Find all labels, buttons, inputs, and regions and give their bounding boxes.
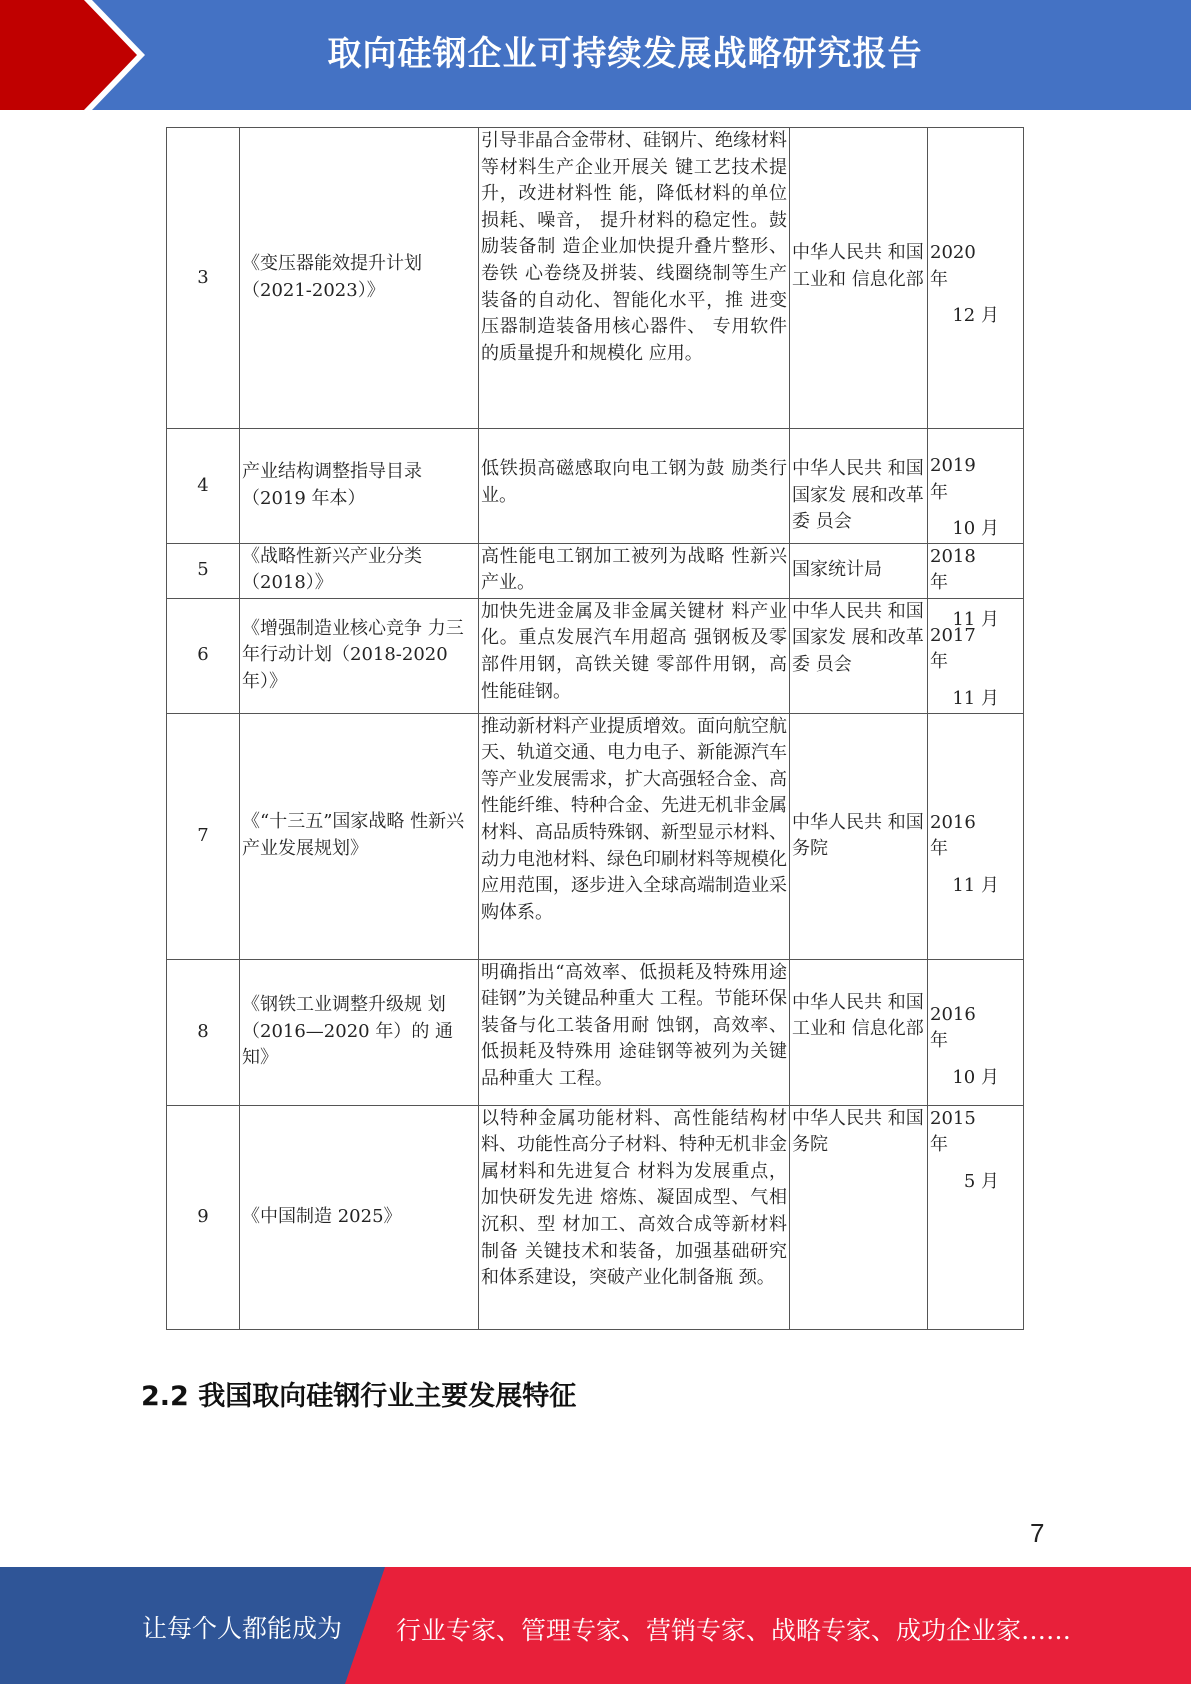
- issue-month: 10 月: [952, 1066, 999, 1088]
- table-row: [167, 598, 1024, 713]
- footer-slogan-right: 行业专家、管理专家、营销专家、战略专家、成功企业家……: [396, 1616, 1072, 1645]
- policy-name: 《中国制造 2025》: [240, 1105, 479, 1329]
- table-row: [167, 543, 1024, 598]
- page-footer: [0, 1567, 1191, 1684]
- policy-description: 以特种金属功能材料、高性能结构材料、功能性高分子材料、特种无机非金属材料和先进复合 材料为发展重点，加快研发先进 熔炼、凝固成型、气相沉积、型 材加工、高效合成等新材料制备 关键技术和装备，加强基础研究 和体系建设，突破产业化制备瓶 颈。: [479, 1105, 790, 1329]
- issue-month: 10 月: [952, 518, 999, 540]
- issue-month: 11 月: [952, 874, 999, 896]
- policy-name: 产业结构调整指导目录（2019 年本）: [240, 429, 479, 544]
- issuing-body: 中华人民共 和国国家发 展和改革委 员会: [790, 429, 928, 544]
- row-number: 9: [167, 1105, 240, 1329]
- row-number: 8: [167, 959, 240, 1105]
- issue-month: 12 月: [952, 305, 999, 327]
- policy-name: [240, 543, 479, 598]
- row-number: 6: [167, 598, 240, 713]
- issue-date: [928, 959, 1024, 1105]
- policy-description-text: 高性能电工钢加工被列为战略 性新兴产业。: [481, 545, 787, 594]
- table-row: [167, 713, 1024, 959]
- section-heading: 2.2 我国取向硅钢行业主要发展特征: [141, 1381, 577, 1412]
- row-number: 7: [167, 713, 240, 959]
- policy-description-text: 明确指出“高效率、低损耗及特殊用途硅钢”为关键品种重大 工程。节能环保装备与化工装备用耐 蚀钢，高效率、低损耗及特殊用 途硅钢等被列为关键品种重大 工程。: [481, 961, 787, 1089]
- policy-name: 《增强制造业核心竞争 力三年行动计划（2018-2020 年）》: [240, 598, 479, 713]
- issue-month: 11 月: [952, 608, 999, 630]
- issuing-body: 国家统计局: [790, 543, 928, 598]
- issue-year: 2020 年: [930, 242, 976, 290]
- issue-date: [928, 128, 1024, 429]
- page-number: 7: [1030, 1518, 1045, 1548]
- policy-description: [479, 543, 790, 598]
- row-number: 5: [167, 543, 240, 598]
- row-number: 4: [167, 429, 240, 544]
- table-row: [167, 128, 1024, 429]
- issue-year: 2016 年: [930, 811, 976, 860]
- header-red-chevron-icon: [0, 0, 150, 110]
- footer-slogan-left: 让每个人都能成为: [142, 1614, 343, 1643]
- policy-description: [479, 959, 790, 1105]
- page-header: [0, 0, 1191, 110]
- issue-year: 2019 年: [930, 455, 976, 503]
- issuing-body: 中华人民共 和国国家发 展和改革委 员会: [790, 598, 928, 713]
- issue-year: 2018 年: [930, 545, 976, 594]
- policy-name: 《钢铁工业调整升级规 划（2016—2020 年）的 通知》: [240, 959, 479, 1105]
- issue-month: 5 月: [963, 1170, 999, 1192]
- table-row: [167, 959, 1024, 1105]
- issue-year: 2016 年: [930, 1003, 976, 1052]
- issue-date: [928, 543, 1024, 630]
- table-row: [167, 1105, 1024, 1329]
- policy-description: 推动新材料产业提质增效。面向航空航天、轨道交通、电力电子、新能源汽车等产业发展需求，扩大高强轻合金、高性能纤维、特种合金、先进无机非金属材料、高品质特殊钢、新型显示材料、动力电池材料、绿色印刷材料等规模化应用范围，逐步进入全球高端制造业采购体系。: [479, 713, 790, 959]
- issue-year: 2015 年: [930, 1107, 976, 1156]
- policy-description: 加快先进金属及非金属关键材 料产业化。重点发展汽车用超高 强钢板及零部件用钢，高铁关键 零部件用钢，高性能硅钢。: [479, 598, 790, 713]
- policy-name-text: 《战略性新兴产业分类（2018）》: [242, 545, 422, 594]
- policy-name: 《“十三五”国家战略 性新兴产业发展规划》: [240, 713, 479, 959]
- table-row: [167, 429, 1024, 544]
- issue-date: [928, 713, 1024, 959]
- policy-table: [166, 127, 1024, 1330]
- issuing-body: 中华人民共 和国务院: [790, 1105, 928, 1329]
- policy-description: 低铁损高磁感取向电工钢为鼓 励类行业。: [479, 429, 790, 544]
- issue-year: 2017 年: [930, 624, 976, 673]
- issuing-body: 中华人民共 和国工业和 信息化部: [790, 959, 928, 1105]
- issuing-body: 中华人民共 和国务院: [790, 713, 928, 959]
- issue-month: 11 月: [952, 687, 999, 709]
- policy-description: 引导非晶合金带材、硅钢片、绝缘材料等材料生产企业开展关 键工艺技术提升，改进材料性 能，降低材料的单位损耗、噪音， 提升材料的稳定性。鼓励装备制 造企业加快提升叠片整形、卷铁 心卷绕及拼装、线圈绕制等生产 装备的自动化、智能化水平，推 进变压器制造装备用核心器件、 专用软件的质量提升和规模化 应用。: [479, 128, 790, 429]
- issue-date: [928, 1105, 1024, 1329]
- report-title: 取向硅钢企业可持续发展战略研究报告: [327, 34, 923, 74]
- issuing-body: 中华人民共 和国工业和 信息化部: [790, 128, 928, 429]
- policy-name: 《变压器能效提升计划（2021-2023）》: [240, 128, 479, 429]
- issue-date: [928, 429, 1024, 544]
- row-number: 3: [167, 128, 240, 429]
